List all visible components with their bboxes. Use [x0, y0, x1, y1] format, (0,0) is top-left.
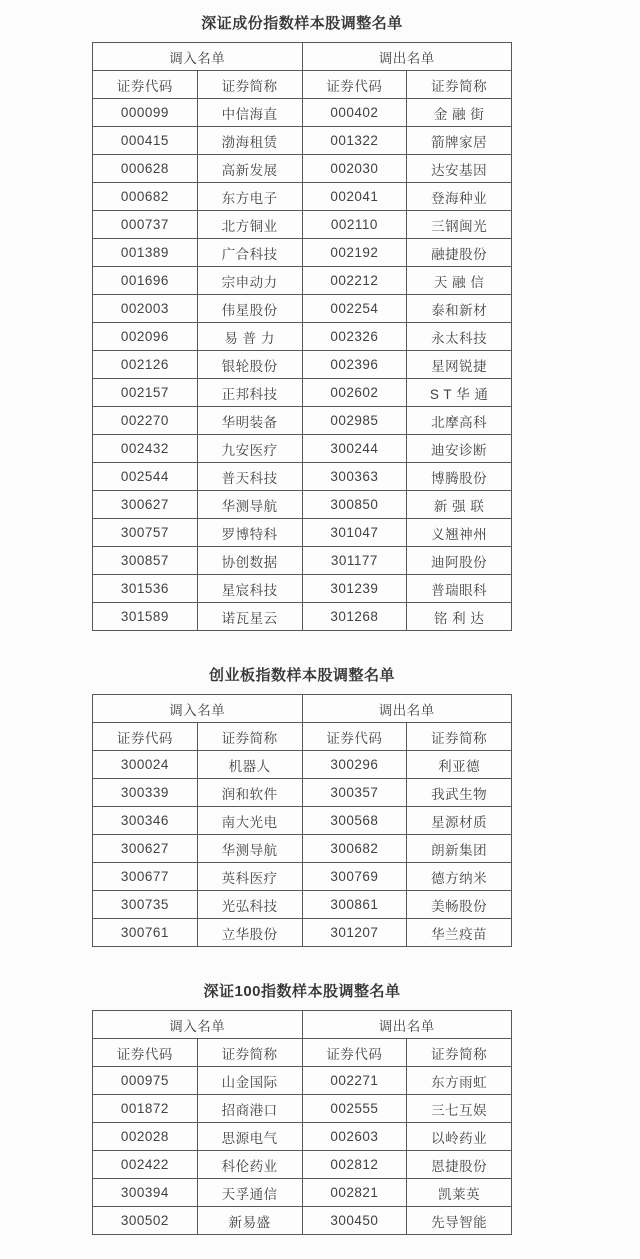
security-name-cell: 渤海租赁 [197, 127, 302, 155]
security-code-cell: 002422 [93, 1151, 198, 1179]
security-code-cell: 301239 [302, 575, 407, 603]
security-name-cell: 立华股份 [197, 919, 302, 947]
security-name-cell: 北摩高科 [407, 407, 512, 435]
security-code-cell: 301207 [302, 919, 407, 947]
security-code-cell: 000975 [93, 1067, 198, 1095]
security-name-cell: 银轮股份 [197, 351, 302, 379]
security-name-cell: 易 普 力 [197, 323, 302, 351]
table-row [93, 127, 512, 155]
table-title: 深证100指数样本股调整名单 [203, 983, 401, 1000]
security-code-cell: 300769 [302, 863, 407, 891]
table-row [93, 891, 512, 919]
security-code-cell: 301177 [302, 547, 407, 575]
security-name-cell: 普瑞眼科 [407, 575, 512, 603]
table-row [93, 835, 512, 863]
table-row [93, 295, 512, 323]
table-row [93, 99, 512, 127]
security-name-cell: 恩捷股份 [407, 1151, 512, 1179]
security-name-cell: 思源电气 [197, 1123, 302, 1151]
security-name-cell: 登海种业 [407, 183, 512, 211]
security-name-cell: 天 融 信 [407, 267, 512, 295]
table-row [93, 435, 512, 463]
security-name-cell: 广合科技 [197, 239, 302, 267]
adjustment-table [92, 42, 512, 631]
group-header-out: 调出名单 [302, 1011, 512, 1039]
security-name-cell: 宗申动力 [197, 267, 302, 295]
security-code-cell: 000737 [93, 211, 198, 239]
security-name-cell: 机器人 [197, 751, 302, 779]
security-name-cell: 协创数据 [197, 547, 302, 575]
table-row [93, 919, 512, 947]
security-code-cell: 300682 [302, 835, 407, 863]
column-header-code: 证券代码 [302, 1039, 407, 1067]
security-name-cell: 博腾股份 [407, 463, 512, 491]
section-szse-100-index [92, 980, 512, 1235]
security-code-cell: 002157 [93, 379, 198, 407]
security-code-cell: 001696 [93, 267, 198, 295]
security-code-cell: 300339 [93, 779, 198, 807]
security-name-cell: 九安医疗 [197, 435, 302, 463]
security-code-cell: 301589 [93, 603, 198, 631]
security-name-cell: 东方雨虹 [407, 1067, 512, 1095]
table-row [93, 267, 512, 295]
security-code-cell: 002270 [93, 407, 198, 435]
security-name-cell: 英科医疗 [197, 863, 302, 891]
security-code-cell: 300757 [93, 519, 198, 547]
group-header-in: 调入名单 [93, 43, 303, 71]
table-row [93, 407, 512, 435]
security-name-cell: 诺瓦星云 [197, 603, 302, 631]
security-name-cell: 南大光电 [197, 807, 302, 835]
column-header-name: 证券简称 [197, 723, 302, 751]
column-header-code: 证券代码 [302, 723, 407, 751]
security-code-cell: 002030 [302, 155, 407, 183]
security-code-cell: 002003 [93, 295, 198, 323]
security-name-cell: 星宸科技 [197, 575, 302, 603]
security-code-cell: 002432 [93, 435, 198, 463]
security-code-cell: 001322 [302, 127, 407, 155]
security-code-cell: 300761 [93, 919, 198, 947]
security-code-cell: 300024 [93, 751, 198, 779]
security-code-cell: 300677 [93, 863, 198, 891]
security-name-cell: 朗新集团 [407, 835, 512, 863]
group-header-out: 调出名单 [302, 43, 512, 71]
security-name-cell: 永太科技 [407, 323, 512, 351]
security-name-cell: 融捷股份 [407, 239, 512, 267]
security-name-cell: 华兰疫苗 [407, 919, 512, 947]
security-code-cell: 002028 [93, 1123, 198, 1151]
column-header-row [93, 1039, 512, 1067]
security-name-cell: 迪安诊断 [407, 435, 512, 463]
security-code-cell: 300735 [93, 891, 198, 919]
column-header-name: 证券简称 [407, 1039, 512, 1067]
table-row [93, 751, 512, 779]
security-name-cell: 迪阿股份 [407, 547, 512, 575]
table-row [93, 807, 512, 835]
group-header-row [93, 43, 512, 71]
column-header-row [93, 723, 512, 751]
table-row [93, 1207, 512, 1235]
column-header-code: 证券代码 [93, 1039, 198, 1067]
table-title: 深证成份指数样本股调整名单 [201, 15, 403, 32]
security-name-cell: 高新发展 [197, 155, 302, 183]
table-row [93, 779, 512, 807]
table-row [93, 155, 512, 183]
table-row [93, 323, 512, 351]
security-code-cell: 300502 [93, 1207, 198, 1235]
security-name-cell: 北方铜业 [197, 211, 302, 239]
security-code-cell: 000628 [93, 155, 198, 183]
security-code-cell: 002254 [302, 295, 407, 323]
security-code-cell: 300394 [93, 1179, 198, 1207]
security-code-cell: 002096 [93, 323, 198, 351]
security-name-cell: 先导智能 [407, 1207, 512, 1235]
security-code-cell: 301047 [302, 519, 407, 547]
security-code-cell: 002985 [302, 407, 407, 435]
table-row [93, 351, 512, 379]
security-code-cell: 300296 [302, 751, 407, 779]
security-code-cell: 301536 [93, 575, 198, 603]
security-code-cell: 001389 [93, 239, 198, 267]
security-name-cell: 新易盛 [197, 1207, 302, 1235]
security-name-cell: 罗博特科 [197, 519, 302, 547]
security-code-cell: 002821 [302, 1179, 407, 1207]
security-name-cell: 利亚德 [407, 751, 512, 779]
security-code-cell: 002192 [302, 239, 407, 267]
security-name-cell: 星网锐捷 [407, 351, 512, 379]
section-chinext-index [92, 664, 512, 947]
security-name-cell: 华测导航 [197, 835, 302, 863]
security-code-cell: 000415 [93, 127, 198, 155]
table-row [93, 863, 512, 891]
security-code-cell: 000402 [302, 99, 407, 127]
table-row [93, 211, 512, 239]
column-header-code: 证券代码 [93, 71, 198, 99]
security-code-cell: 300244 [302, 435, 407, 463]
security-code-cell: 300850 [302, 491, 407, 519]
security-code-cell: 002396 [302, 351, 407, 379]
table-row [93, 1123, 512, 1151]
table-row [93, 575, 512, 603]
security-name-cell: 润和软件 [197, 779, 302, 807]
security-code-cell: 002555 [302, 1095, 407, 1123]
column-header-name: 证券简称 [197, 71, 302, 99]
table-row [93, 1067, 512, 1095]
security-name-cell: 我武生物 [407, 779, 512, 807]
security-name-cell: 伟星股份 [197, 295, 302, 323]
group-header-out: 调出名单 [302, 695, 512, 723]
table-row [93, 183, 512, 211]
security-code-cell: 002126 [93, 351, 198, 379]
security-code-cell: 301268 [302, 603, 407, 631]
security-name-cell: S T 华 通 [407, 379, 512, 407]
security-code-cell: 300450 [302, 1207, 407, 1235]
security-name-cell: 新 强 联 [407, 491, 512, 519]
table-row [93, 1179, 512, 1207]
group-header-in: 调入名单 [93, 1011, 303, 1039]
table-row [93, 491, 512, 519]
security-code-cell: 000099 [93, 99, 198, 127]
security-name-cell: 德方纳米 [407, 863, 512, 891]
security-name-cell: 泰和新材 [407, 295, 512, 323]
table-row [93, 463, 512, 491]
security-code-cell: 002603 [302, 1123, 407, 1151]
security-name-cell: 达安基因 [407, 155, 512, 183]
table-row [93, 379, 512, 407]
table-row [93, 603, 512, 631]
security-code-cell: 001872 [93, 1095, 198, 1123]
security-name-cell: 以岭药业 [407, 1123, 512, 1151]
security-name-cell: 铭 利 达 [407, 603, 512, 631]
security-name-cell: 天孚通信 [197, 1179, 302, 1207]
group-header-row [93, 695, 512, 723]
security-name-cell: 光弘科技 [197, 891, 302, 919]
security-code-cell: 300627 [93, 835, 198, 863]
column-header-code: 证券代码 [93, 723, 198, 751]
security-name-cell: 普天科技 [197, 463, 302, 491]
column-header-name: 证券简称 [197, 1039, 302, 1067]
security-name-cell: 华明装备 [197, 407, 302, 435]
table-row [93, 239, 512, 267]
group-header-in: 调入名单 [93, 695, 303, 723]
security-name-cell: 华测导航 [197, 491, 302, 519]
adjustment-table [92, 694, 512, 947]
column-header-name: 证券简称 [407, 71, 512, 99]
security-code-cell: 300861 [302, 891, 407, 919]
security-code-cell: 002602 [302, 379, 407, 407]
security-name-cell: 箭牌家居 [407, 127, 512, 155]
security-name-cell: 星源材质 [407, 807, 512, 835]
adjustment-table [92, 1010, 512, 1235]
security-name-cell: 美畅股份 [407, 891, 512, 919]
group-header-row [93, 1011, 512, 1039]
security-name-cell: 科伦药业 [197, 1151, 302, 1179]
security-code-cell: 002544 [93, 463, 198, 491]
security-code-cell: 300627 [93, 491, 198, 519]
security-name-cell: 义翘神州 [407, 519, 512, 547]
security-name-cell: 中信海直 [197, 99, 302, 127]
security-code-cell: 002212 [302, 267, 407, 295]
security-name-cell: 招商港口 [197, 1095, 302, 1123]
table-row [93, 547, 512, 575]
security-code-cell: 002271 [302, 1067, 407, 1095]
security-code-cell: 300346 [93, 807, 198, 835]
table-row [93, 1095, 512, 1123]
security-code-cell: 300568 [302, 807, 407, 835]
security-code-cell: 300363 [302, 463, 407, 491]
security-name-cell: 东方电子 [197, 183, 302, 211]
column-header-row [93, 71, 512, 99]
security-name-cell: 凯莱英 [407, 1179, 512, 1207]
security-code-cell: 002812 [302, 1151, 407, 1179]
security-code-cell: 300857 [93, 547, 198, 575]
table-title: 创业板指数样本股调整名单 [208, 667, 395, 684]
security-name-cell: 山金国际 [197, 1067, 302, 1095]
security-name-cell: 三钢闽光 [407, 211, 512, 239]
security-code-cell: 002110 [302, 211, 407, 239]
security-code-cell: 002041 [302, 183, 407, 211]
table-row [93, 1151, 512, 1179]
section-szse-component-index [92, 12, 512, 631]
column-header-code: 证券代码 [302, 71, 407, 99]
security-code-cell: 002326 [302, 323, 407, 351]
table-row [93, 519, 512, 547]
security-name-cell: 三七互娱 [407, 1095, 512, 1123]
column-header-name: 证券简称 [407, 723, 512, 751]
security-code-cell: 300357 [302, 779, 407, 807]
security-name-cell: 正邦科技 [197, 379, 302, 407]
security-name-cell: 金 融 街 [407, 99, 512, 127]
security-code-cell: 000682 [93, 183, 198, 211]
